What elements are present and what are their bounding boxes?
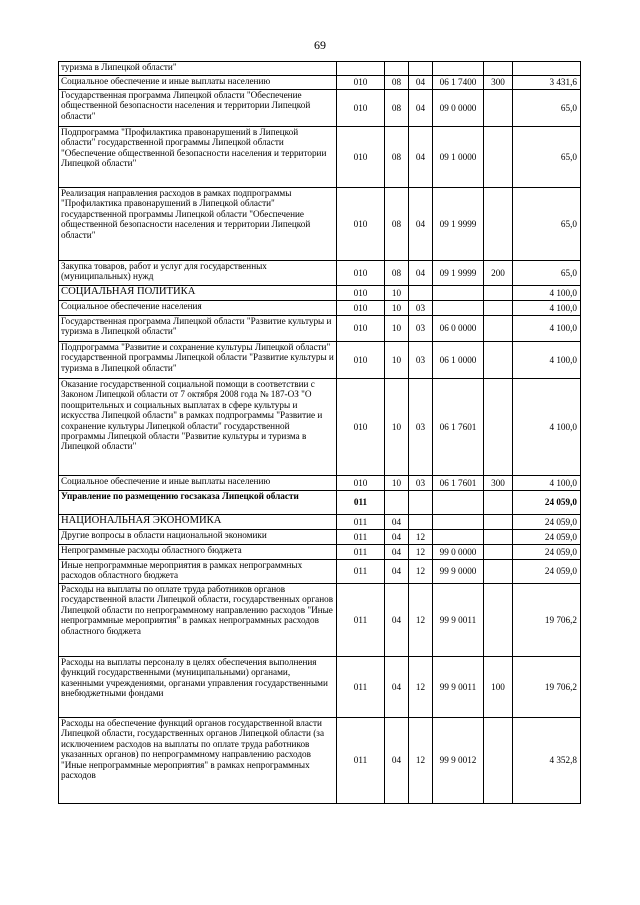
cell-target-code: 09 1 9999 (433, 188, 484, 261)
cell-amount: 24 059,0 (513, 560, 581, 584)
cell-name: Иные непрограммные мероприятия в рамках непрограммных расходов областного бюджета (59, 560, 337, 584)
cell-target-code: 99 9 0012 (433, 718, 484, 804)
cell-section-code: 04 (385, 657, 409, 718)
cell-section-code: 08 (385, 261, 409, 286)
cell-expense-type (484, 530, 513, 545)
cell-ministry-code: 010 (337, 342, 385, 379)
cell-ministry-code: 010 (337, 476, 385, 491)
cell-target-code (433, 301, 484, 316)
cell-target-code: 99 9 0011 (433, 584, 484, 657)
cell-subsection-code: 12 (409, 718, 433, 804)
table-row (59, 76, 581, 90)
cell-ministry-code: 011 (337, 545, 385, 560)
cell-expense-type (484, 545, 513, 560)
table-body (59, 62, 581, 804)
cell-amount: 4 100,0 (513, 301, 581, 316)
cell-expense-type: 100 (484, 657, 513, 718)
cell-name: Социальное обеспечение населения (59, 301, 337, 316)
cell-name: Непрограммные расходы областного бюджета (59, 545, 337, 560)
cell-expense-type (484, 718, 513, 804)
cell-target-code: 99 0 0000 (433, 545, 484, 560)
cell-name: Подпрограмма "Развитие и сохранение культуры Липецкой области" государственной программы Липецкой области "Развитие культуры и туризма в Липецкой области" (59, 342, 337, 379)
cell-target-code (433, 530, 484, 545)
cell-section-code: 08 (385, 188, 409, 261)
cell-subsection-code: 03 (409, 476, 433, 491)
table-row (59, 515, 581, 530)
cell-subsection-code: 04 (409, 76, 433, 90)
table-row (59, 718, 581, 804)
cell-amount (513, 62, 581, 76)
cell-ministry-code (337, 62, 385, 76)
cell-expense-type: 300 (484, 476, 513, 491)
cell-amount: 65,0 (513, 188, 581, 261)
cell-subsection-code: 03 (409, 379, 433, 476)
cell-amount: 24 059,0 (513, 545, 581, 560)
cell-amount: 24 059,0 (513, 491, 581, 515)
cell-section-code: 08 (385, 90, 409, 127)
table-row (59, 491, 581, 515)
cell-name: Расходы на обеспечение функций органов государственной власти Липецкой области, государственных органов Липецкой области (за исключением расходов на выплаты по оплате труда работников указанных органов) по непрограммному направлению расходов "Иные непрограммные мероприятия" в рамках непрограммных расходов (59, 718, 337, 804)
table-row (59, 476, 581, 491)
cell-expense-type (484, 286, 513, 301)
cell-expense-type (484, 379, 513, 476)
cell-ministry-code: 010 (337, 188, 385, 261)
cell-target-code (433, 515, 484, 530)
cell-target-code: 09 0 0000 (433, 90, 484, 127)
cell-subsection-code: 12 (409, 560, 433, 584)
table-row (59, 62, 581, 76)
cell-amount: 4 100,0 (513, 286, 581, 301)
cell-name: Закупка товаров, работ и услуг для государственных (муниципальных) нужд (59, 261, 337, 286)
budget-table (58, 61, 581, 804)
cell-amount: 4 100,0 (513, 476, 581, 491)
table-row (59, 342, 581, 379)
cell-target-code: 09 1 9999 (433, 261, 484, 286)
table-row (59, 188, 581, 261)
cell-expense-type (484, 127, 513, 188)
cell-amount: 19 706,2 (513, 657, 581, 718)
cell-target-code: 99 9 0011 (433, 657, 484, 718)
cell-section-code (385, 62, 409, 76)
cell-subsection-code: 04 (409, 188, 433, 261)
cell-amount: 4 352,8 (513, 718, 581, 804)
cell-section-code: 04 (385, 530, 409, 545)
cell-ministry-code: 010 (337, 127, 385, 188)
cell-amount: 4 100,0 (513, 379, 581, 476)
cell-subsection-code (409, 286, 433, 301)
cell-amount: 4 100,0 (513, 316, 581, 342)
cell-section-code: 04 (385, 545, 409, 560)
cell-expense-type: 300 (484, 76, 513, 90)
cell-amount: 65,0 (513, 261, 581, 286)
cell-amount: 19 706,2 (513, 584, 581, 657)
cell-name: Расходы на выплаты персоналу в целях обеспечения выполнения функций государственными (муниципальными) органами, казенными учреждениями, органами управления государственными внебюджетными фондами (59, 657, 337, 718)
cell-section-code: 08 (385, 127, 409, 188)
cell-subsection-code: 04 (409, 127, 433, 188)
cell-ministry-code: 011 (337, 718, 385, 804)
cell-ministry-code: 011 (337, 515, 385, 530)
cell-ministry-code: 010 (337, 76, 385, 90)
cell-expense-type (484, 491, 513, 515)
cell-ministry-code: 010 (337, 379, 385, 476)
cell-target-code: 06 0 0000 (433, 316, 484, 342)
cell-expense-type (484, 90, 513, 127)
table-row (59, 261, 581, 286)
cell-name: Реализация направления расходов в рамках подпрограммы "Профилактика правонарушений в Липецкой области" государственной программы Липецкой области "Обеспечение общественной безопасности населения и территории Липецкой области" (59, 188, 337, 261)
cell-section-code: 04 (385, 515, 409, 530)
cell-subsection-code: 12 (409, 584, 433, 657)
cell-expense-type (484, 584, 513, 657)
cell-ministry-code: 010 (337, 286, 385, 301)
cell-ministry-code: 010 (337, 316, 385, 342)
cell-expense-type (484, 560, 513, 584)
cell-subsection-code: 03 (409, 301, 433, 316)
cell-name: СОЦИАЛЬНАЯ ПОЛИТИКА (59, 286, 337, 301)
cell-section-code: 10 (385, 301, 409, 316)
cell-ministry-code: 011 (337, 491, 385, 515)
cell-ministry-code: 011 (337, 560, 385, 584)
cell-target-code: 06 1 7400 (433, 76, 484, 90)
cell-ministry-code: 010 (337, 301, 385, 316)
cell-amount: 3 431,6 (513, 76, 581, 90)
cell-section-code: 04 (385, 560, 409, 584)
cell-name: Управление по размещению госзаказа Липецкой области (59, 491, 337, 515)
cell-section-code: 10 (385, 316, 409, 342)
cell-amount: 65,0 (513, 90, 581, 127)
cell-section-code: 08 (385, 76, 409, 90)
cell-target-code (433, 286, 484, 301)
table-row (59, 560, 581, 584)
cell-ministry-code: 010 (337, 261, 385, 286)
cell-amount: 65,0 (513, 127, 581, 188)
cell-subsection-code (409, 491, 433, 515)
page-number: 69 (314, 38, 326, 52)
table-row (59, 286, 581, 301)
cell-ministry-code: 010 (337, 90, 385, 127)
cell-subsection-code: 12 (409, 657, 433, 718)
cell-subsection-code: 12 (409, 530, 433, 545)
cell-expense-type (484, 301, 513, 316)
cell-section-code: 04 (385, 584, 409, 657)
cell-subsection-code: 03 (409, 316, 433, 342)
cell-section-code: 10 (385, 342, 409, 379)
cell-target-code (433, 62, 484, 76)
table-row (59, 301, 581, 316)
table-row (59, 545, 581, 560)
cell-ministry-code: 011 (337, 584, 385, 657)
cell-target-code: 99 9 0000 (433, 560, 484, 584)
cell-expense-type (484, 342, 513, 379)
cell-section-code: 04 (385, 718, 409, 804)
table-row (59, 90, 581, 127)
cell-name: Государственная программа Липецкой области "Развитие культуры и туризма в Липецкой области" (59, 316, 337, 342)
cell-expense-type: 200 (484, 261, 513, 286)
cell-name: Социальное обеспечение и иные выплаты населению (59, 476, 337, 491)
cell-section-code: 10 (385, 379, 409, 476)
table-row (59, 530, 581, 545)
cell-expense-type (484, 515, 513, 530)
cell-name: Социальное обеспечение и иные выплаты населению (59, 76, 337, 90)
cell-target-code: 06 1 7601 (433, 379, 484, 476)
cell-subsection-code (409, 62, 433, 76)
cell-target-code (433, 491, 484, 515)
cell-target-code: 09 1 0000 (433, 127, 484, 188)
cell-subsection-code: 04 (409, 90, 433, 127)
cell-subsection-code: 03 (409, 342, 433, 379)
cell-expense-type (484, 316, 513, 342)
cell-amount: 4 100,0 (513, 342, 581, 379)
cell-name: Расходы на выплаты по оплате труда работников органов государственной власти Липецкой области, государственных органов Липецкой области по непрограммному направлению расходов "Иные непрограммные мероприятия" в рамках непрограммных расходов областного бюджета (59, 584, 337, 657)
cell-target-code: 06 1 7601 (433, 476, 484, 491)
cell-name: Другие вопросы в области национальной экономики (59, 530, 337, 545)
table-row (59, 657, 581, 718)
cell-ministry-code: 011 (337, 530, 385, 545)
table-row (59, 316, 581, 342)
cell-subsection-code: 04 (409, 261, 433, 286)
cell-name: Подпрограмма "Профилактика правонарушений в Липецкой области" государственной программы Липецкой области "Обеспечение общественной безопасности населения и территории Липецкой области" (59, 127, 337, 188)
table-row (59, 379, 581, 476)
cell-section-code (385, 491, 409, 515)
cell-name: Оказание государственной социальной помощи в соответствии с Законом Липецкой области от 7 октября 2008 года № 187-ОЗ "О поощрительных и социальных выплатах в сфере культуры и искусства Липецкой области" в рамках подпрограммы "Развитие и сохранение культуры Липецкой области" государственной программы Липецкой области "Развитие культуры и туризма в Липецкой области" (59, 379, 337, 476)
cell-section-code: 10 (385, 476, 409, 491)
cell-name: туризма в Липецкой области" (59, 62, 337, 76)
cell-name: НАЦИОНАЛЬНАЯ ЭКОНОМИКА (59, 515, 337, 530)
cell-ministry-code: 011 (337, 657, 385, 718)
cell-subsection-code (409, 515, 433, 530)
table-row (59, 127, 581, 188)
cell-expense-type (484, 62, 513, 76)
table-row (59, 584, 581, 657)
cell-subsection-code: 12 (409, 545, 433, 560)
cell-target-code: 06 1 0000 (433, 342, 484, 379)
cell-expense-type (484, 188, 513, 261)
cell-amount: 24 059,0 (513, 515, 581, 530)
cell-amount: 24 059,0 (513, 530, 581, 545)
cell-section-code: 10 (385, 286, 409, 301)
cell-name: Государственная программа Липецкой области "Обеспечение общественной безопасности населения и территории Липецкой области" (59, 90, 337, 127)
